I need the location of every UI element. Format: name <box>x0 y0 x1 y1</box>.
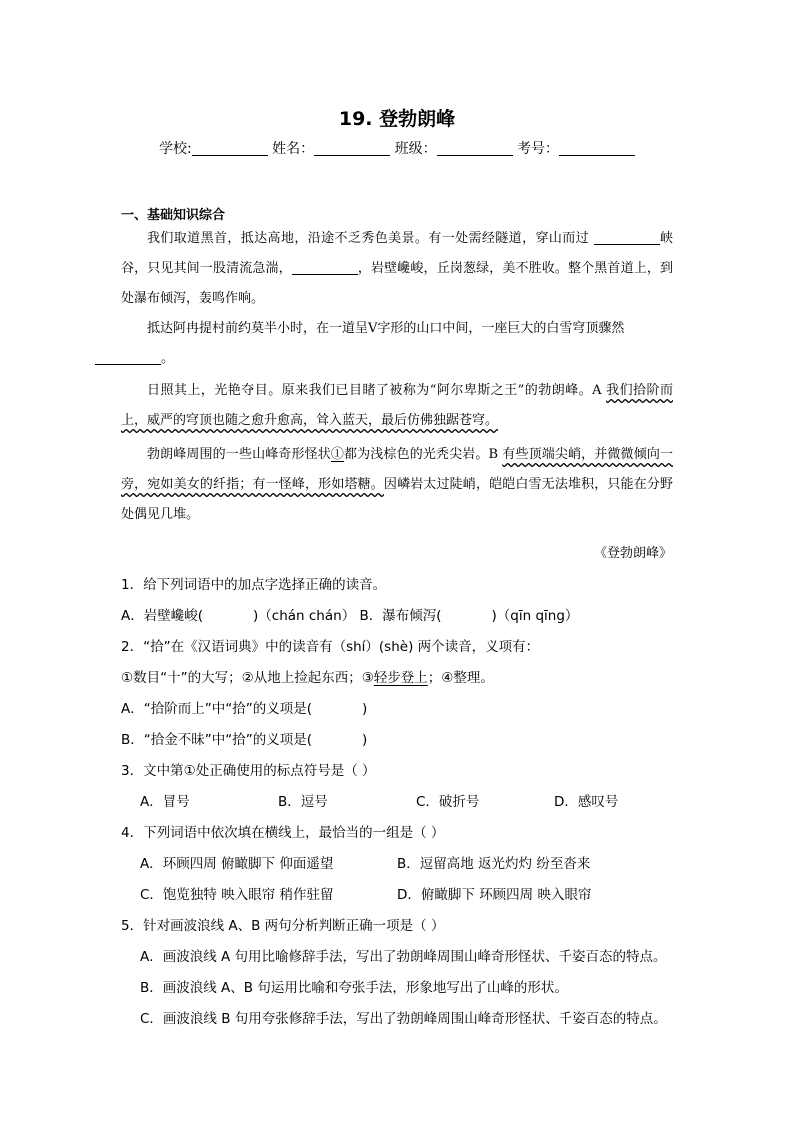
class-blank[interactable] <box>437 141 513 156</box>
option-text: )（qīn qīng） <box>491 608 579 624</box>
question-2a <box>121 697 367 717</box>
question-5-option-c[interactable]: C．画波浪线 B 句用夸张修辞手法，写出了勃朗峰周围山峰奇形怪状、千姿百态的特点。 <box>140 1011 667 1027</box>
passage-text: 峡谷，只见其间一股清流急湍， <box>121 231 673 276</box>
option-b[interactable]: B．逗号 <box>278 794 328 810</box>
option-text: ) <box>362 732 368 748</box>
option-d[interactable]: D．俯瞰脚下 环顾四周 映入眼帘 <box>397 887 592 903</box>
fill-blank-1[interactable] <box>594 231 660 245</box>
meaning-text: ①数目“十”的大写；②从地上捡起东西；③ <box>121 670 374 686</box>
question-5-option-a[interactable]: A．画波浪线 A 句用比喻修辞手法，写出了勃朗峰周围山峰奇形怪状、千姿百态的特点。 <box>140 949 667 965</box>
exam-no-label: 考号： <box>517 141 560 157</box>
name-blank[interactable] <box>314 141 390 156</box>
passage-text: 勃朗峰周围的一些山峰奇形怪状 <box>147 447 331 462</box>
question-5-option-b[interactable]: B．画波浪线 A、B 句运用比喻和夸张手法，形象地写出了山峰的形状。 <box>140 980 568 996</box>
option-a[interactable]: A．冒号 <box>140 794 190 810</box>
meaning-text: ；④整理。 <box>427 670 494 686</box>
passage-paragraph-4 <box>121 440 673 530</box>
question-3: 3．文中第①处正确使用的标点符号是（ ） <box>121 763 376 779</box>
option-text: A．“拾阶而上”中“拾”的义项是( <box>121 701 312 717</box>
option-text: B．“拾金不昧”中“拾”的义项是( <box>121 732 313 748</box>
passage-paragraph-1 <box>121 224 673 314</box>
question-4-options-row-1 <box>140 852 654 872</box>
option-text: ) <box>361 701 368 717</box>
fill-blank-3[interactable] <box>95 351 161 365</box>
question-4: 4．下列词语中依次填在横线上，最恰当的一组是（ ） <box>121 825 445 841</box>
option-text: )（chán chán） B．瀑布倾泻( <box>253 608 442 624</box>
passage-text: 抵达阿冉提村前约莫半小时，在一道呈Ⅴ字形的山口中间，一座巨大的白雪穹顶骤然 <box>147 321 625 336</box>
passage-source: 《登勃朗峰》 <box>593 546 672 561</box>
question-2: 2．“拾”在《汉语词典》中的读音有（shí）(shè) 两个读音，义项有： <box>121 639 540 655</box>
class-label: 班级： <box>394 141 437 157</box>
section-title: 一、基础知识综合 <box>121 208 226 223</box>
question-5: 5．针对画波浪线 A、B 两句分析判断正确一项是（ ） <box>121 918 445 934</box>
option-c[interactable]: C．饱览独特 映入眼帘 稍作驻留 <box>140 887 334 903</box>
option-b[interactable]: B．逗留高地 返光灼灼 纷至沓来 <box>397 856 591 872</box>
student-info-line <box>0 138 794 158</box>
punctuation-marker-1: ① <box>330 447 345 462</box>
passage-text: 都为浅棕色的光秃尖岩。B <box>344 447 503 462</box>
option-c[interactable]: C．破折号 <box>416 794 480 810</box>
name-label: 姓名： <box>272 141 315 157</box>
passage-text: ，岩壁巉峻，丘岗葱绿，美不胜收。整个黑首道上，到处瀑布倾泻，轰鸣作响。 <box>121 261 673 306</box>
question-1: 1．给下列词语中的加点字选择正确的读音。 <box>121 577 387 593</box>
question-4-options-row-2 <box>140 883 654 903</box>
fill-blank-2[interactable] <box>292 261 358 275</box>
meaning-text: 轻步登上 <box>373 670 428 686</box>
option-a[interactable]: A．环顾四周 俯瞰脚下 仰面遥望 <box>140 856 334 872</box>
question-2-meanings <box>121 666 494 686</box>
school-label: 学校: <box>158 141 192 157</box>
passage-text: 我们取道黑首，抵达高地，沿途不乏秀色美景。有一处需经隧道，穿山而过 <box>147 231 590 246</box>
question-2b <box>121 728 367 748</box>
passage-paragraph-3 <box>121 376 673 436</box>
page-title: 19. 登勃朗峰 <box>338 108 456 130</box>
option-d[interactable]: D．感叹号 <box>554 794 619 810</box>
passage-text: 。 <box>161 351 175 366</box>
wavy-sentence-b: 有些顶端尖峭，并微微倾向一旁，宛如美女的纤指；有一怪峰，形如塔糖。 <box>121 447 673 492</box>
option-text: A．岩壁巉峻( <box>121 608 204 624</box>
passage-text: 日照其上，光艳夺目。原来我们已目睹了被称为“阿尔卑斯之王”的勃朗峰。A <box>147 383 607 398</box>
passage-text: 因嶙岩太过陡峭，皑皑白雪无法堆积，只能在分野处偶见几堆。 <box>121 477 673 522</box>
question-1-options <box>121 604 578 624</box>
wavy-sentence-a: 我们拾阶而上，威严的穹顶也随之愈升愈高，耸入蓝天，最后仿佛独踞苍穹。 <box>121 383 673 428</box>
school-blank[interactable] <box>192 141 268 156</box>
exam-no-blank[interactable] <box>559 141 635 156</box>
question-3-options <box>140 790 692 810</box>
passage-paragraph-2 <box>121 314 673 374</box>
